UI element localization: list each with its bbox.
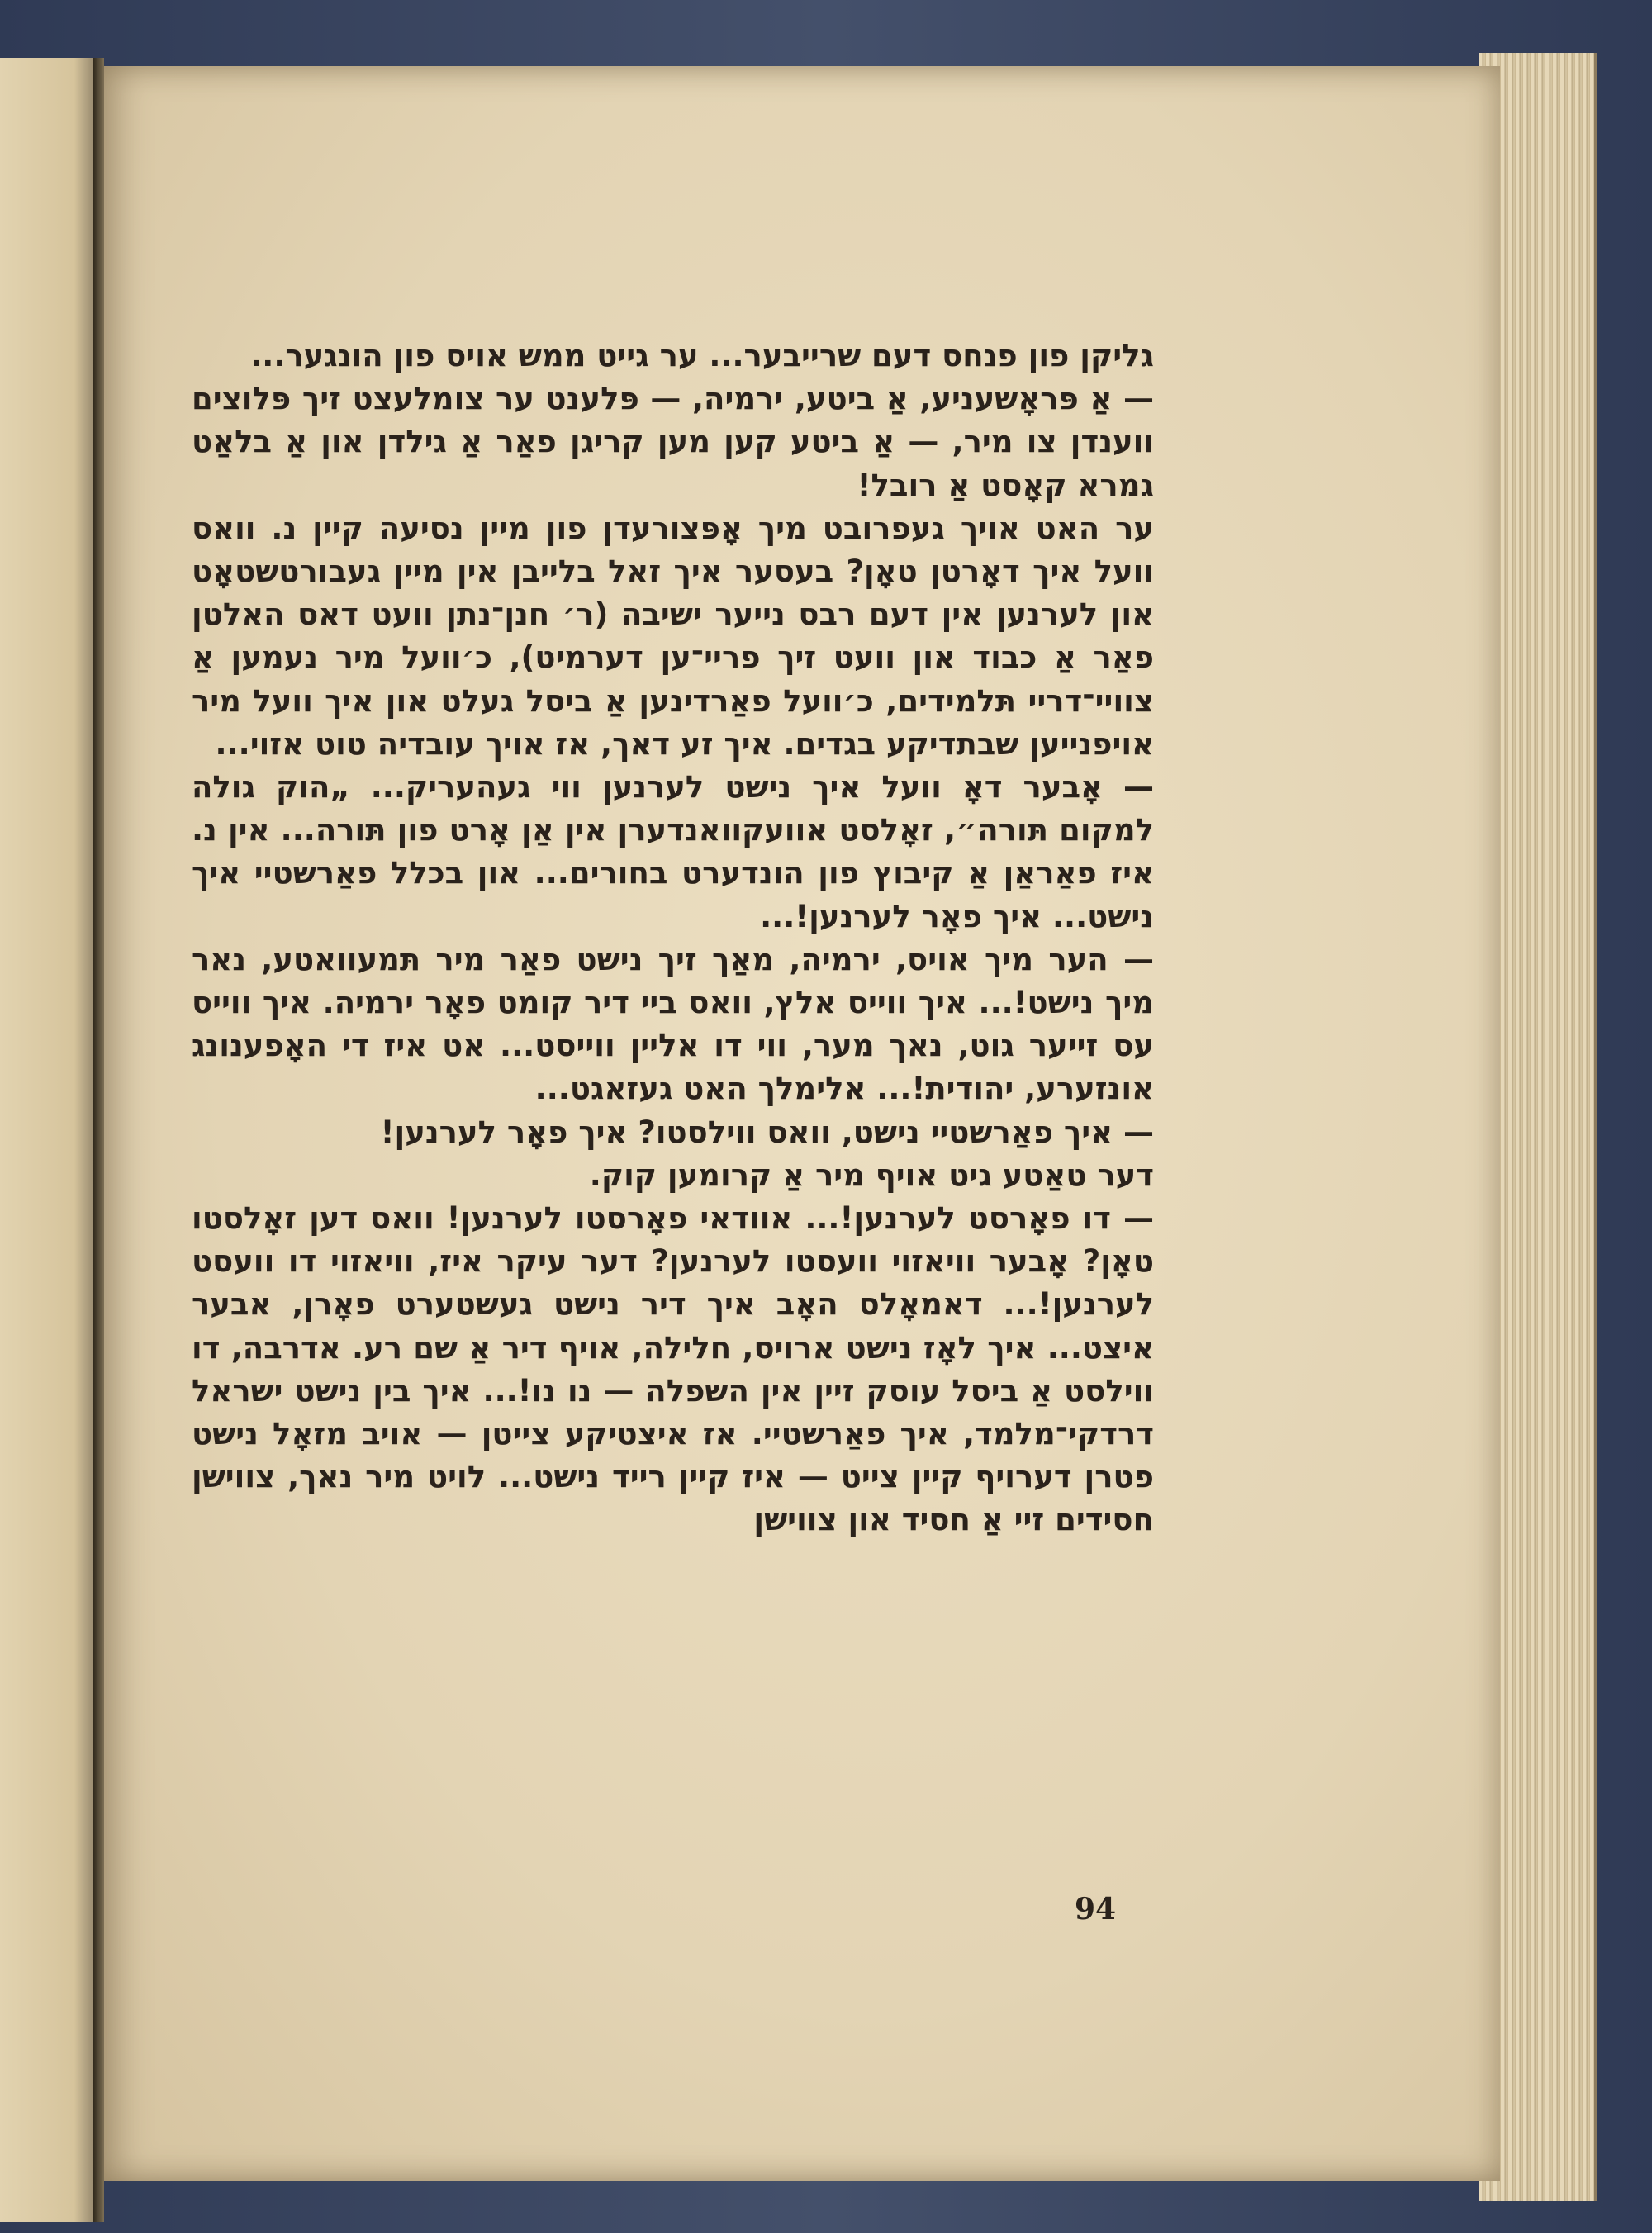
paragraph: — איך פאַרשטיי נישט, וואס ווילסטו? איך פאָר לערנען! xyxy=(380,1114,1154,1150)
page-number: 94 xyxy=(1074,1892,1117,1927)
paragraph: גליקן פון פנחס דעם שרייבער... ער גייט ממש אויס פון הונגער... xyxy=(250,338,1154,373)
paragraph: דער טאַטע גיט אויף מיר אַ קרומען קוק. xyxy=(589,1157,1154,1193)
book-gutter xyxy=(93,58,104,2222)
left-page-edge xyxy=(0,58,97,2222)
paragraph: — אַ פּראָשעניע, אַ ביטע, ירמיה, — פּלענט ער צומלעצט זיך פּלוצים ווענדן צו מיר, — אַ ביטע קען מען קריגן פאַר אַ גילדן און אַ בלאַט גמרא קאָסט אַ רובל! xyxy=(192,381,1154,503)
paragraph: ער האט אויך געפרובט מיך אָפּצורעדן פון מיין נסיעה קיין נ. וואס וועל איך דאָרטן טאָן? בעסער איך זאל בלייבן אין מיין געבורטשטאָט און לערנען אין דעם רבס נייער ישיבה (ר׳ חנן־נתן וועט דאס האלטן פאַר אַ כבוד און וועט זיך פריי־ען דערמיט), כ׳וועל מיר נעמען אַ צוויי־דריי תּלמידים, כ׳וועל פאַרדינען אַ ביסל געלט און איך וועל מיר אויפנייען שבתדיקע בגדים. איך זע דאך, אז אויך עובדיה טוט אזוי... xyxy=(192,510,1154,762)
paragraph: — הער מיך אויס, ירמיה, מאַך זיך נישט פאַר מיר תּמעוואטע, נאר מיך נישט!... איך ווייס אלץ, וואס ביי דיר קומט פאָר ירמיה. איך ווייס עס זייער גוט, נאך מער, ווי דו אליין ווייסט... אט איז די האָפענונג אונזערע, יהודית!... אלימלך האט געזאגט... xyxy=(192,941,1154,1107)
paragraph: — אָבער דאָ וועל איך נישט לערנען ווי געהעריק... „הוק גולה למקום תּורה״, זאָלסט אוועקוואנדערן אין אַן אָרט פון תּורה... אין נ. איז פאַראַן אַ קיבוץ פון הונדערט בחורים... און בכלל פאַרשטיי איך נישט... איך פאָר לערנען!... xyxy=(192,769,1154,934)
paragraph: — דו פאָרסט לערנען!... אוודאי פאָרסטו לערנען! וואס דען זאָלסטו טאָן? אָבער וויאזוי וועסטו לערנען? דער עיקר איז, וויאזוי דו וועסט לערנען!... דאמאָלס האָב איך דיר נישט געשטערט פאָרן, אבער איצט... איך לאָז נישט ארויס, חלילה, אויף דיר אַ שם רע. אדרבה, דו ווילסט אַ ביסל עוסק זיין אין השפלה — נו נו!... איך בין נישט ישראל דרדקי־מלמד, איך פאַרשטיי. אז איצטיקע צייטן — אויב מזאָל נישט פטרן דערויף קיין צייט — איז קיין רייד נישט... לויט מיר נאך, צווישן חסידים זיי אַ חסיד און צווישן xyxy=(192,1200,1154,1538)
page-text xyxy=(192,335,1154,1542)
